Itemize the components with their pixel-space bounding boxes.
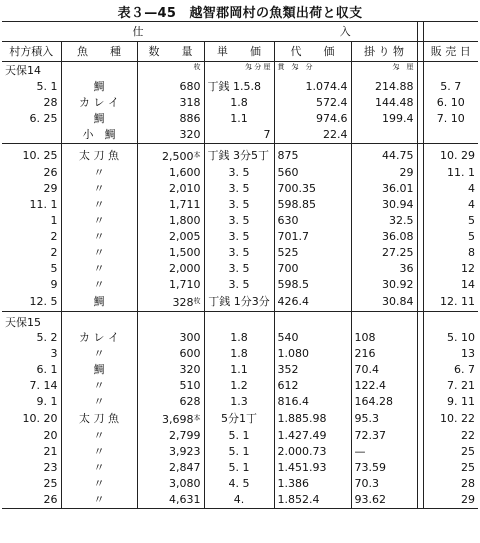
cell-qty: 2,000: [137, 261, 204, 277]
table-row: [2, 410, 478, 428]
col-header-amount: 代 価: [274, 42, 351, 62]
cell-date: 26: [43, 166, 58, 179]
cell-cost: 29: [351, 165, 417, 181]
cell-qty: $3,698^本$: [137, 410, 204, 428]
table-row: [2, 476, 478, 492]
cell-fish: 〃: [61, 394, 137, 410]
cell-amount: 1.080: [274, 346, 351, 362]
cell-date: 29: [43, 182, 58, 195]
cell-cost: 72.37: [351, 428, 417, 444]
cell-price: 1.1: [204, 362, 274, 378]
section-tenpo15-rows: [2, 330, 478, 509]
section-tenpo14-autumn: [2, 147, 478, 312]
cell-sale: 10. 29: [440, 149, 475, 162]
cell-amount: 701.7: [274, 229, 351, 245]
table-row: [2, 147, 478, 165]
cell-date: 25: [43, 477, 58, 490]
cell-cost: 95.3: [351, 410, 417, 428]
cell-sale: 25: [461, 445, 475, 458]
cell-fish: 〃: [61, 346, 137, 362]
cell-price: 4. 5: [204, 476, 274, 492]
cell-date: 2: [50, 246, 58, 259]
qty-unit-mark: 本: [193, 414, 201, 422]
cell-date: 10. 20: [22, 412, 58, 425]
cell-date: 6. 1: [36, 363, 58, 376]
cell-price: 1.3: [204, 394, 274, 410]
cell-date: 1: [50, 214, 58, 227]
table-row: [2, 261, 478, 277]
table-row: [2, 460, 478, 476]
cell-fish: 鯛: [61, 362, 137, 378]
column-header-row: [2, 42, 478, 62]
cell-qty: 1,800: [137, 213, 204, 229]
cell-price: 5分1丁: [204, 410, 274, 428]
cell-amount: 1.852.4: [274, 492, 351, 509]
cell-fish: 〃: [61, 460, 137, 476]
fish-shipment-table: [2, 21, 478, 509]
cost-unit: 匁 厘: [392, 63, 414, 71]
col-header-sale: 販 売 日: [423, 42, 478, 62]
cell-sale: 7. 21: [447, 379, 475, 392]
cell-cost: 30.94: [351, 197, 417, 213]
cell-amount: 560: [274, 165, 351, 181]
cell-price: 3. 5: [204, 213, 274, 229]
cell-fish: 〃: [61, 492, 137, 509]
table-row: [2, 378, 478, 394]
table-row: [2, 394, 478, 410]
cell-price: 3. 5: [204, 245, 274, 261]
cell-qty: $328^枚$: [137, 293, 204, 312]
cell-sale: 12: [461, 262, 475, 275]
cell-cost: 36: [351, 261, 417, 277]
table-row: 5. 1 鯛 680 丁銭 1.5.8 1.074.4 214.88 5. 7: [36, 80, 462, 93]
cell-cost: 216: [351, 346, 417, 362]
cell-amount: 1.427.49: [274, 428, 351, 444]
col-header-cost: 掛 り 物: [351, 42, 417, 62]
cell-price: 1.8: [204, 330, 274, 346]
section-tenpo15: [2, 312, 478, 331]
cell-sale: 5: [468, 214, 475, 227]
amount-unit: 貫 匁 分: [277, 63, 313, 71]
table-row: [2, 229, 478, 245]
col-header-price: 単 価: [204, 42, 274, 62]
cell-fish: 〃: [61, 245, 137, 261]
cell-fish: カ レ イ: [61, 330, 137, 346]
section-tenpo14: [2, 62, 478, 148]
cell-cost: 122.4: [351, 378, 417, 394]
cell-sale: 6. 7: [454, 363, 475, 376]
cell-qty: 2,799: [137, 428, 204, 444]
table-row: [2, 277, 478, 293]
cell-sale: 22: [461, 429, 475, 442]
cell-date: 12. 5: [29, 295, 58, 308]
cell-qty: $2,500^本$: [137, 147, 204, 165]
cell-date: 3: [50, 347, 58, 360]
era-label: 天保15: [5, 316, 41, 329]
cell-fish: 〃: [61, 428, 137, 444]
cell-price: 5. 1: [204, 444, 274, 460]
col-header-fish: 魚 種: [61, 42, 137, 62]
cell-sale: 25: [461, 461, 475, 474]
cell-fish: 〃: [61, 229, 137, 245]
cell-amount: 700: [274, 261, 351, 277]
cell-price: 5. 1: [204, 460, 274, 476]
cell-date: 11. 1: [29, 198, 58, 211]
cell-amount: 816.4: [274, 394, 351, 410]
cell-cost: 73.59: [351, 460, 417, 476]
cell-fish: 太 刀 魚: [61, 147, 137, 165]
table-row: [2, 213, 478, 229]
table-row: [2, 362, 478, 378]
cell-qty: 628: [137, 394, 204, 410]
cell-date: 2: [50, 230, 58, 243]
cell-amount: 426.4: [274, 293, 351, 312]
cell-cost: 36.08: [351, 229, 417, 245]
table-row: [2, 492, 478, 509]
cell-cost: 32.5: [351, 213, 417, 229]
table-row: 小 鯛 320 7 22.4: [2, 127, 478, 144]
cell-sale: 4: [468, 198, 475, 211]
cell-cost: 44.75: [351, 147, 417, 165]
cell-fish: 〃: [61, 378, 137, 394]
cell-date: 9: [50, 278, 58, 291]
table-row: [2, 330, 478, 346]
cell-qty: 300: [137, 330, 204, 346]
cell-amount: 1.386: [274, 476, 351, 492]
cell-qty: 510: [137, 378, 204, 394]
cell-qty: 320: [137, 362, 204, 378]
cell-price: 1.8: [204, 346, 274, 362]
cell-amount: 525: [274, 245, 351, 261]
cell-sale: 28: [461, 477, 475, 490]
cell-cost: 70.3: [351, 476, 417, 492]
cell-cost: 108: [351, 330, 417, 346]
cell-sale: 14: [461, 278, 475, 291]
cell-fish: 〃: [61, 197, 137, 213]
cell-cost: —: [351, 444, 417, 460]
cell-fish: 〃: [61, 277, 137, 293]
cell-price: 5. 1: [204, 428, 274, 444]
cell-price: 3. 5: [204, 277, 274, 293]
cell-price: 3. 5: [204, 197, 274, 213]
cell-sale: 12. 11: [440, 295, 475, 308]
cell-cost: 93.62: [351, 492, 417, 509]
cell-qty: 600: [137, 346, 204, 362]
cell-cost: 164.28: [351, 394, 417, 410]
cell-qty: 1,500: [137, 245, 204, 261]
cell-amount: 598.5: [274, 277, 351, 293]
cell-date: 20: [43, 429, 58, 442]
cell-cost: 70.4: [351, 362, 417, 378]
cell-qty: 1,710: [137, 277, 204, 293]
cell-date: 7. 14: [29, 379, 58, 392]
cell-date: 23: [43, 461, 58, 474]
cell-fish: 〃: [61, 261, 137, 277]
group-header-row: [2, 22, 478, 42]
cell-price: 3. 5: [204, 181, 274, 197]
table-row: [2, 181, 478, 197]
era-row: [2, 62, 478, 80]
cell-amount: 612: [274, 378, 351, 394]
cell-sale: 4: [468, 182, 475, 195]
cell-amount: 1.885.98: [274, 410, 351, 428]
cell-fish: 〃: [61, 213, 137, 229]
cell-cost: 30.92: [351, 277, 417, 293]
cell-price: 3. 5: [204, 229, 274, 245]
col-header-qty: 数 量: [137, 42, 204, 62]
cell-price: 丁銭 1分3分: [204, 293, 274, 312]
cell-fish: 太 刀 魚: [61, 410, 137, 428]
cell-cost: 30.84: [351, 293, 417, 312]
cell-cost: 27.25: [351, 245, 417, 261]
table-row: [2, 245, 478, 261]
cell-price: 3. 5: [204, 261, 274, 277]
cell-fish: 〃: [61, 165, 137, 181]
cell-qty: 3,923: [137, 444, 204, 460]
cell-date: 9. 1: [36, 395, 58, 408]
cell-amount: 1.451.93: [274, 460, 351, 476]
table-row: [2, 293, 478, 312]
cell-qty: 2,005: [137, 229, 204, 245]
cell-date: 10. 25: [22, 149, 58, 162]
cell-date: 26: [2, 492, 61, 509]
table-row: [2, 165, 478, 181]
cell-date: 21: [43, 445, 58, 458]
era-label: 天保14: [5, 64, 41, 77]
cell-sale: 13: [461, 347, 475, 360]
cell-price: 丁銭 3分5丁: [204, 147, 274, 165]
cell-sale: 10. 22: [440, 412, 475, 425]
table-row: [2, 428, 478, 444]
cell-date: 5: [50, 262, 58, 275]
cell-qty: 2,010: [137, 181, 204, 197]
cell-amount: 2.000.73: [274, 444, 351, 460]
cell-fish: 〃: [61, 444, 137, 460]
cell-fish: 〃: [61, 476, 137, 492]
table-row: [2, 197, 478, 213]
col-header-date: 村方積入: [2, 42, 61, 62]
cell-qty: 4,631: [137, 492, 204, 509]
cell-price: 3. 5: [204, 165, 274, 181]
cell-qty: 1,711: [137, 197, 204, 213]
cell-price: 1.2: [204, 378, 274, 394]
cell-price: 4.: [204, 492, 274, 509]
cell-fish: 鯛: [61, 293, 137, 312]
cell-sale: 5: [468, 230, 475, 243]
cell-amount: 875: [274, 147, 351, 165]
cell-sale: 29: [423, 492, 478, 509]
cell-amount: 598.85: [274, 197, 351, 213]
price-unit: 匁 分 厘: [245, 63, 271, 71]
qty-unit-mark: 本: [193, 151, 201, 159]
cell-qty: 1,600: [137, 165, 204, 181]
cell-sale: 5. 10: [447, 331, 475, 344]
era-row: [2, 315, 478, 330]
cell-amount: 352: [274, 362, 351, 378]
cell-fish: 〃: [61, 181, 137, 197]
cell-date: 5. 2: [36, 331, 58, 344]
cell-cost: 36.01: [351, 181, 417, 197]
cell-sale: 11. 1: [447, 166, 475, 179]
group-income: 入: [274, 22, 417, 42]
table-row: [2, 346, 478, 362]
cell-qty: 2,847: [137, 460, 204, 476]
qty-unit: 枚: [193, 63, 201, 71]
table-row: 28 カ レ イ 318 1.8 572.4 144.48 6. 10: [43, 96, 465, 109]
qty-unit-mark: 枚: [193, 297, 201, 305]
cell-qty: 3,080: [137, 476, 204, 492]
group-purchase: 仕: [2, 22, 274, 42]
table-title: 表３—45 越智郡岡村の魚類出荷と収支: [117, 6, 363, 21]
table-row: 6. 25 鯛 886 1.1 974.6 199.4 7. 10: [29, 112, 465, 125]
cell-sale: 8: [468, 246, 475, 259]
cell-amount: 630: [274, 213, 351, 229]
cell-sale: 9. 11: [447, 395, 475, 408]
cell-amount: 700.35: [274, 181, 351, 197]
cell-amount: 540: [274, 330, 351, 346]
table-row: [2, 444, 478, 460]
